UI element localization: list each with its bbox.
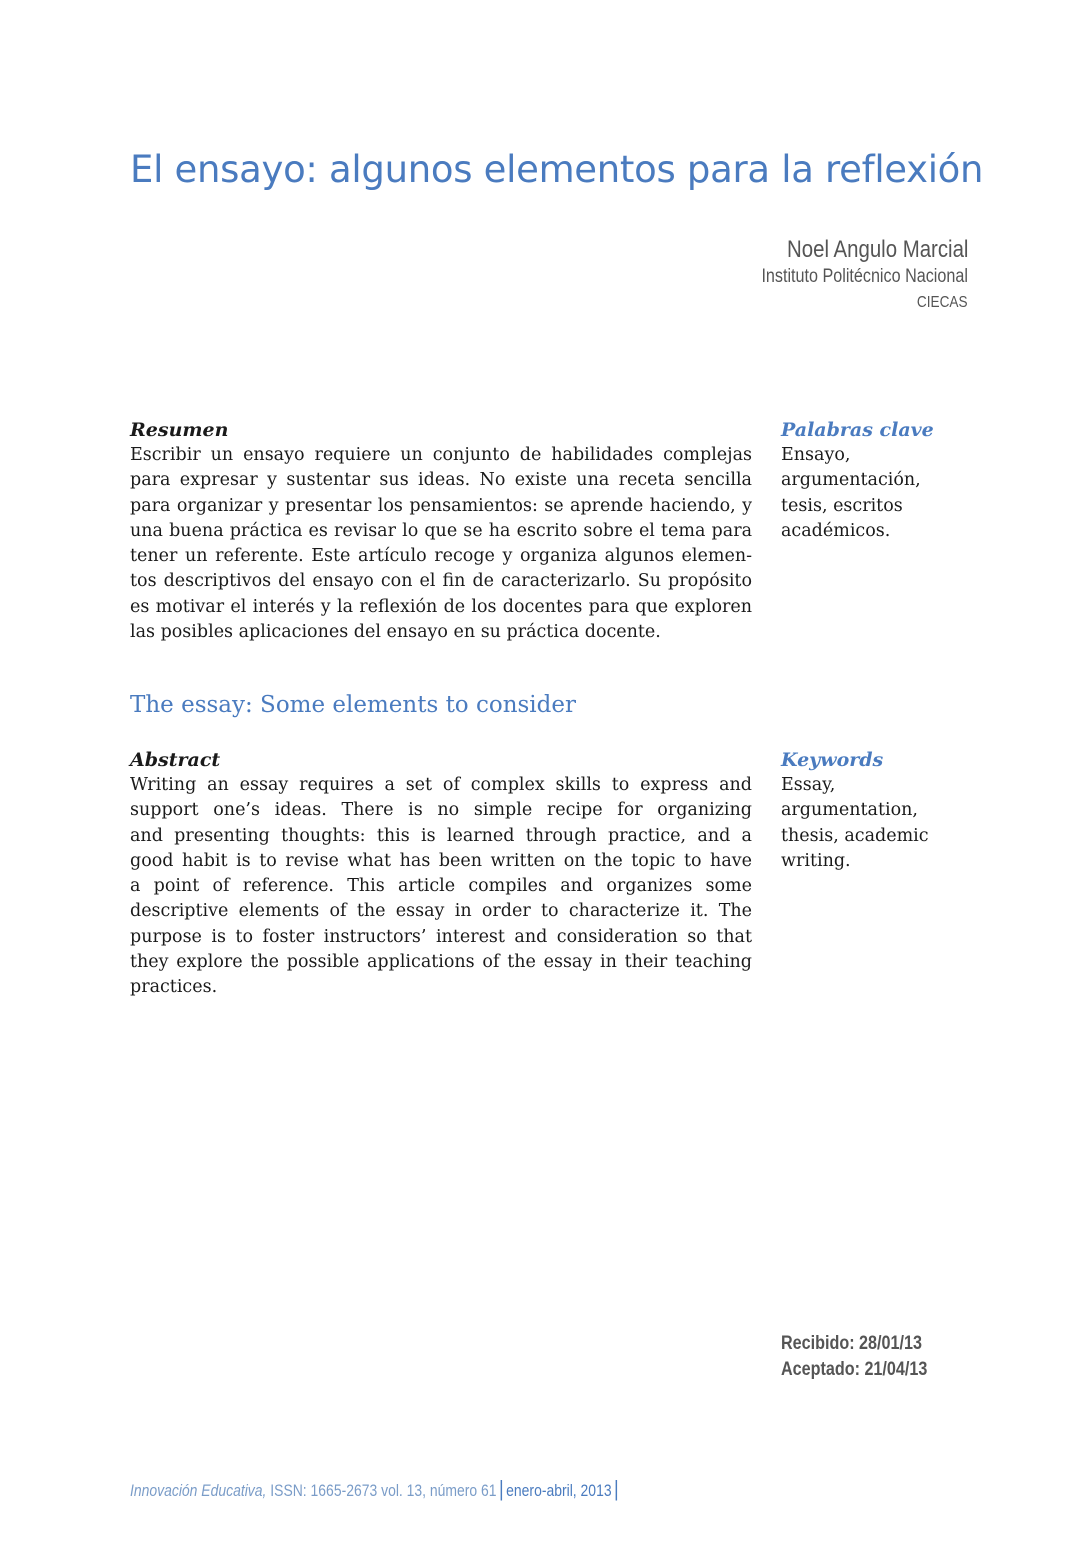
text-line: tos descriptivos del ensayo con el fin de caracterizarlo. Su propósito xyxy=(130,571,752,592)
text-line: tener un referente. Este artículo recoge y organiza algunos elemen- xyxy=(130,546,752,567)
palabras-clave-heading: Palabras clave xyxy=(781,419,934,441)
abstract-heading: Abstract xyxy=(130,749,221,771)
text-line: and presenting thoughts: this is learned through practice, and a xyxy=(130,825,752,846)
text-line: practices. xyxy=(130,977,218,998)
keyword-line: tesis, escritos xyxy=(781,495,903,516)
separator: | xyxy=(499,1476,504,1501)
issn-info: ISSN: 1665-2673 vol. 13, número 61 xyxy=(266,1481,497,1500)
text-line: para expresar y sustentar sus ideas. No existe una receta sencilla xyxy=(130,470,752,491)
text-line: they explore the possible applications of the essay in their teaching xyxy=(130,952,752,973)
keywords-section xyxy=(781,748,951,874)
footer xyxy=(130,1476,621,1502)
keyword-line: argumentación, xyxy=(781,470,921,491)
text-line: support one’s ideas. There is no simple recipe for organizing xyxy=(130,800,752,821)
article-title: El ensayo: algunos elementos para la reflexión xyxy=(130,148,984,191)
text-line: descriptive elements of the essay in order to characterize it. The xyxy=(130,901,752,922)
text-line: Writing an essay requires a set of complex skills to express and xyxy=(130,775,752,795)
resumen-body xyxy=(130,443,752,645)
author-department: CIECAS xyxy=(917,294,968,311)
keyword-line: writing. xyxy=(781,850,851,871)
keywords-list xyxy=(781,773,951,874)
text-line: Escribir un ensayo requiere un conjunto de habilidades complejas xyxy=(130,445,752,465)
dates xyxy=(781,1331,927,1383)
keywords-heading: Keywords xyxy=(781,749,884,771)
abstract-section xyxy=(130,748,752,1001)
abstract-body xyxy=(130,773,752,1001)
resumen-heading: Resumen xyxy=(130,419,229,441)
keyword-line: thesis, academic xyxy=(781,825,929,846)
received-date: Recibido: 28/01/13 xyxy=(781,1333,922,1354)
keyword-line: Essay, xyxy=(781,775,836,795)
text-line: las posibles aplicaciones del ensayo en su práctica docente. xyxy=(130,622,661,643)
journal-name: Innovación Educativa, xyxy=(130,1481,267,1500)
resumen-section xyxy=(130,418,752,645)
palabras-clave-section xyxy=(781,418,951,544)
text-line: una buena práctica es revisar lo que se ha escrito sobre el tema para xyxy=(130,520,752,541)
separator: | xyxy=(614,1476,619,1501)
keyword-line: académicos. xyxy=(781,520,891,541)
accepted-date: Aceptado: 21/04/13 xyxy=(781,1359,928,1380)
keyword-line: Ensayo, xyxy=(781,445,851,465)
text-line: para organizar y presentar los pensamientos: se aprende haciendo, y xyxy=(130,495,752,516)
author-name: Noel Angulo Marcial xyxy=(786,236,968,263)
issue-date: enero-abril, 2013 xyxy=(506,1481,612,1500)
english-title: The essay: Some elements to consider xyxy=(130,692,576,718)
keyword-line: argumentation, xyxy=(781,800,918,821)
palabras-clave-list xyxy=(781,443,951,544)
text-line: a point of reference. This article compiles and organizes some xyxy=(130,876,752,897)
text-line: good habit is to revise what has been written on the topic to have xyxy=(130,850,752,871)
text-line: es motivar el interés y la reflexión de los docentes para que exploren xyxy=(130,596,752,617)
text-line: purpose is to foster instructors’ interest and consideration so that xyxy=(130,926,752,947)
author-institution: Instituto Politécnico Nacional xyxy=(761,266,968,287)
